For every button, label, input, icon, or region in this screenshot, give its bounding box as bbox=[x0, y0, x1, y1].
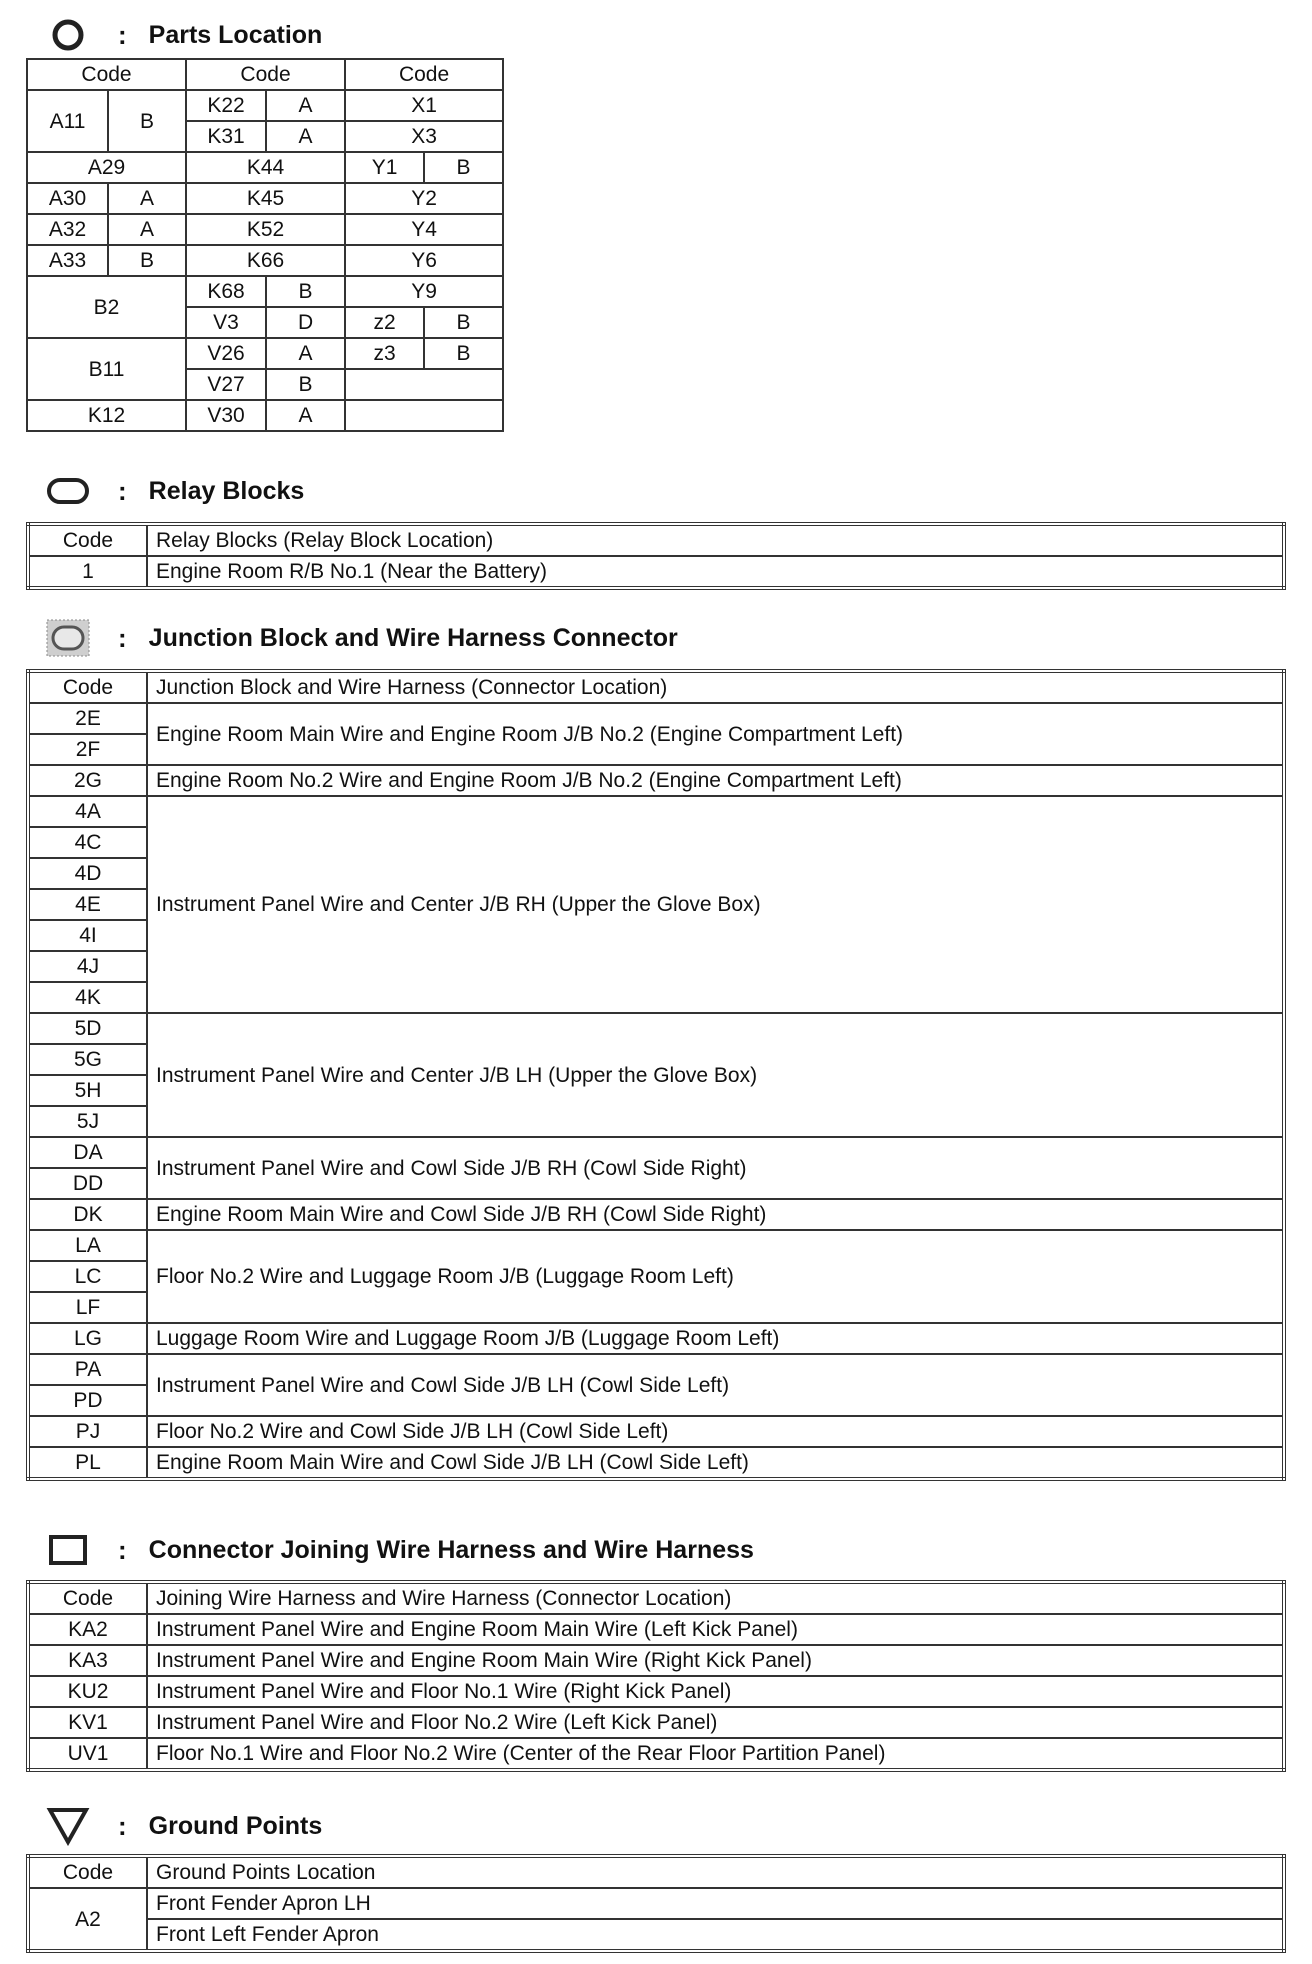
part-code: Y2 bbox=[345, 183, 503, 214]
heading-colon: : bbox=[118, 19, 127, 50]
junction-code: 4E bbox=[28, 889, 147, 920]
heading-colon: : bbox=[118, 1810, 127, 1841]
part-code: Y9 bbox=[345, 276, 503, 307]
part-suffix: A bbox=[108, 183, 186, 214]
relay-blocks-heading bbox=[44, 471, 304, 511]
part-code: Y6 bbox=[345, 245, 503, 276]
section-title: Relay Blocks bbox=[148, 476, 305, 505]
part-code: K31 bbox=[186, 121, 266, 152]
part-suffix: A bbox=[266, 338, 345, 369]
connector-location: Instrument Panel Wire and Engine Room Main Wire (Left Kick Panel) bbox=[147, 1614, 1284, 1645]
column-header: Relay Blocks (Relay Block Location) bbox=[147, 524, 1284, 556]
part-code: V27 bbox=[186, 369, 266, 400]
connector-heading bbox=[44, 1530, 754, 1570]
part-suffix: B bbox=[108, 245, 186, 276]
part-code: A33 bbox=[27, 245, 108, 276]
junction-location: Engine Room Main Wire and Cowl Side J/B LH (Cowl Side Left) bbox=[147, 1447, 1284, 1479]
connector-code: KA2 bbox=[28, 1614, 147, 1645]
junction-code: LF bbox=[28, 1292, 147, 1323]
column-header: Ground Points Location bbox=[147, 1856, 1284, 1888]
section-title: Connector Joining Wire Harness and Wire Harness bbox=[148, 1535, 754, 1564]
junction-code: 5G bbox=[28, 1044, 147, 1075]
part-code: K12 bbox=[27, 400, 186, 431]
column-header: Code bbox=[27, 59, 186, 90]
part-suffix: B bbox=[266, 276, 345, 307]
junction-location: Luggage Room Wire and Luggage Room J/B (Luggage Room Left) bbox=[147, 1323, 1284, 1354]
part-suffix: B bbox=[424, 307, 503, 338]
parts-location-heading bbox=[44, 15, 322, 55]
junction-code: 4K bbox=[28, 982, 147, 1013]
junction-code: DK bbox=[28, 1199, 147, 1230]
column-header: Code bbox=[28, 1582, 147, 1614]
connector-location: Instrument Panel Wire and Floor No.2 Wire (Left Kick Panel) bbox=[147, 1707, 1284, 1738]
junction-code: PJ bbox=[28, 1416, 147, 1447]
part-suffix: B bbox=[424, 152, 503, 183]
part-code: B2 bbox=[27, 276, 186, 338]
part-suffix: B bbox=[266, 369, 345, 400]
column-header: Joining Wire Harness and Wire Harness (Connector Location) bbox=[147, 1582, 1284, 1614]
junction-code: 5J bbox=[28, 1106, 147, 1137]
column-header: Code bbox=[345, 59, 503, 90]
part-code: K68 bbox=[186, 276, 266, 307]
heading-colon: : bbox=[118, 622, 127, 653]
part-code: K45 bbox=[186, 183, 345, 214]
junction-code: 4J bbox=[28, 951, 147, 982]
column-header: Code bbox=[28, 524, 147, 556]
part-code: X1 bbox=[345, 90, 503, 121]
junction-location: Instrument Panel Wire and Center J/B RH (Upper the Glove Box) bbox=[147, 796, 1284, 1013]
junction-code: PL bbox=[28, 1447, 147, 1479]
connector-code: KV1 bbox=[28, 1707, 147, 1738]
shaded-oval-icon bbox=[44, 618, 92, 658]
rounded-rect-icon bbox=[44, 471, 92, 511]
connector-code: UV1 bbox=[28, 1738, 147, 1770]
junction-block-heading bbox=[44, 618, 678, 658]
column-header: Code bbox=[186, 59, 345, 90]
part-code: A11 bbox=[27, 90, 108, 152]
junction-location: Instrument Panel Wire and Center J/B LH (Upper the Glove Box) bbox=[147, 1013, 1284, 1137]
ground-location: Front Fender Apron LH bbox=[147, 1888, 1284, 1919]
junction-location: Instrument Panel Wire and Cowl Side J/B RH (Cowl Side Right) bbox=[147, 1137, 1284, 1199]
junction-code: 2E bbox=[28, 703, 147, 734]
part-suffix: A bbox=[266, 121, 345, 152]
junction-code: 5H bbox=[28, 1075, 147, 1106]
junction-code: 4I bbox=[28, 920, 147, 951]
part-code: V30 bbox=[186, 400, 266, 431]
section-title: Junction Block and Wire Harness Connector bbox=[148, 623, 678, 652]
junction-location: Floor No.2 Wire and Luggage Room J/B (Luggage Room Left) bbox=[147, 1230, 1284, 1323]
junction-code: 5D bbox=[28, 1013, 147, 1044]
ground-location: Front Left Fender Apron bbox=[147, 1919, 1284, 1951]
junction-code: DD bbox=[28, 1168, 147, 1199]
part-code: K66 bbox=[186, 245, 345, 276]
relay-location: Engine Room R/B No.1 (Near the Battery) bbox=[147, 556, 1284, 588]
junction-location: Engine Room Main Wire and Engine Room J/B No.2 (Engine Compartment Left) bbox=[147, 703, 1284, 765]
triangle-down-icon bbox=[44, 1806, 92, 1846]
junction-block-table bbox=[26, 669, 1286, 1481]
part-code: K44 bbox=[186, 152, 345, 183]
junction-location: Engine Room Main Wire and Cowl Side J/B RH (Cowl Side Right) bbox=[147, 1199, 1284, 1230]
relay-code: 1 bbox=[28, 556, 147, 588]
part-code: z3 bbox=[345, 338, 424, 369]
ground-code: A2 bbox=[28, 1888, 147, 1951]
column-header: Code bbox=[28, 1856, 147, 1888]
junction-location: Instrument Panel Wire and Cowl Side J/B LH (Cowl Side Left) bbox=[147, 1354, 1284, 1416]
part-code: A29 bbox=[27, 152, 186, 183]
junction-code: 2G bbox=[28, 765, 147, 796]
ground-points-table bbox=[26, 1854, 1286, 1953]
section-title: Parts Location bbox=[148, 20, 323, 49]
junction-location: Engine Room No.2 Wire and Engine Room J/B No.2 (Engine Compartment Left) bbox=[147, 765, 1284, 796]
column-header: Code bbox=[28, 671, 147, 703]
square-icon bbox=[44, 1530, 92, 1570]
junction-code: PA bbox=[28, 1354, 147, 1385]
part-code: K52 bbox=[186, 214, 345, 245]
part-suffix: A bbox=[266, 90, 345, 121]
part-suffix: D bbox=[266, 307, 345, 338]
relay-blocks-table bbox=[26, 522, 1286, 590]
empty-cell bbox=[345, 369, 503, 400]
connector-table bbox=[26, 1580, 1286, 1772]
junction-code: LG bbox=[28, 1323, 147, 1354]
connector-code: KU2 bbox=[28, 1676, 147, 1707]
part-code: Y1 bbox=[345, 152, 424, 183]
connector-code: KA3 bbox=[28, 1645, 147, 1676]
heading-colon: : bbox=[118, 1534, 127, 1565]
column-header: Junction Block and Wire Harness (Connector Location) bbox=[147, 671, 1284, 703]
part-code: V26 bbox=[186, 338, 266, 369]
junction-code: 4D bbox=[28, 858, 147, 889]
connector-location: Instrument Panel Wire and Engine Room Main Wire (Right Kick Panel) bbox=[147, 1645, 1284, 1676]
part-suffix: A bbox=[266, 400, 345, 431]
part-code: V3 bbox=[186, 307, 266, 338]
connector-location: Floor No.1 Wire and Floor No.2 Wire (Center of the Rear Floor Partition Panel) bbox=[147, 1738, 1284, 1770]
part-code: B11 bbox=[27, 338, 186, 400]
junction-code: 2F bbox=[28, 734, 147, 765]
part-suffix: B bbox=[108, 90, 186, 152]
part-code: A32 bbox=[27, 214, 108, 245]
part-suffix: A bbox=[108, 214, 186, 245]
junction-code: PD bbox=[28, 1385, 147, 1416]
part-suffix: B bbox=[424, 338, 503, 369]
part-code: Y4 bbox=[345, 214, 503, 245]
junction-code: 4C bbox=[28, 827, 147, 858]
junction-location: Floor No.2 Wire and Cowl Side J/B LH (Cowl Side Left) bbox=[147, 1416, 1284, 1447]
ground-points-heading bbox=[44, 1806, 322, 1846]
part-code: K22 bbox=[186, 90, 266, 121]
connector-location: Instrument Panel Wire and Floor No.1 Wire (Right Kick Panel) bbox=[147, 1676, 1284, 1707]
part-code: A30 bbox=[27, 183, 108, 214]
junction-code: DA bbox=[28, 1137, 147, 1168]
junction-code: LC bbox=[28, 1261, 147, 1292]
circle-icon bbox=[44, 15, 92, 55]
heading-colon: : bbox=[118, 475, 127, 506]
section-title: Ground Points bbox=[148, 1811, 323, 1840]
parts-location-table bbox=[26, 58, 504, 432]
junction-code: LA bbox=[28, 1230, 147, 1261]
part-code: X3 bbox=[345, 121, 503, 152]
empty-cell bbox=[345, 400, 503, 431]
junction-code: 4A bbox=[28, 796, 147, 827]
part-code: z2 bbox=[345, 307, 424, 338]
